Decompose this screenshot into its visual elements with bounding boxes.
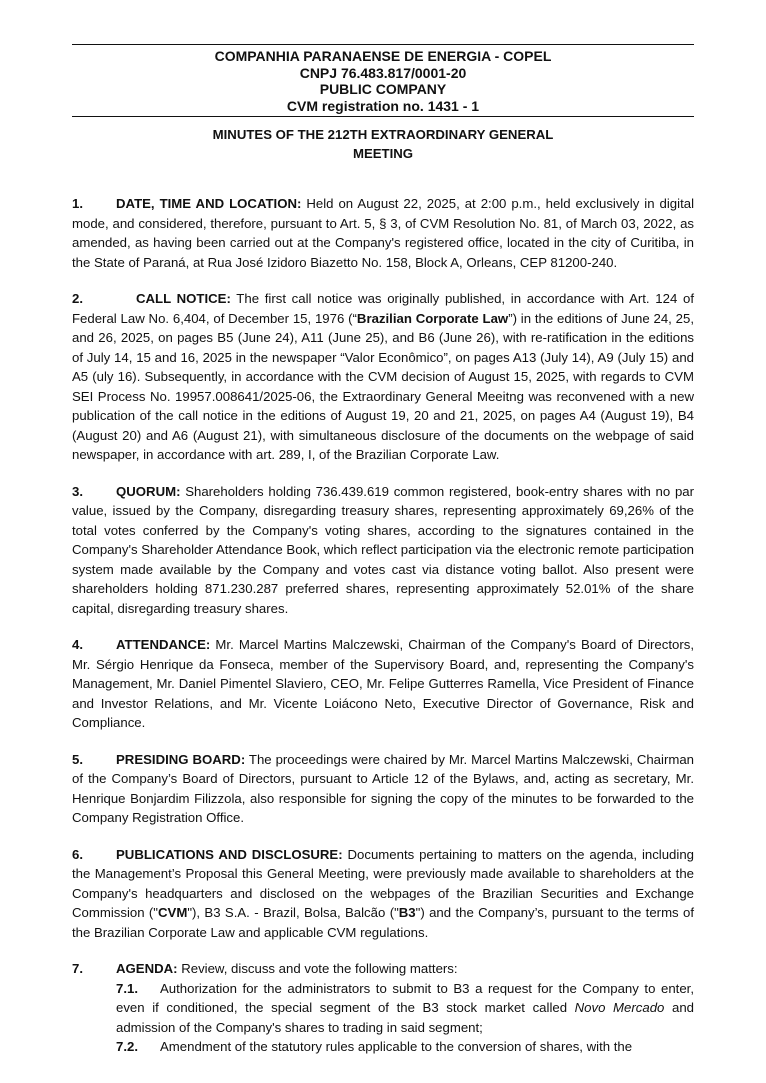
agenda-item-number: 7.1. [116, 980, 138, 996]
section-attendance [72, 635, 694, 733]
company-name: COMPANHIA PARANAENSE DE ENERGIA - COPEL [214, 48, 552, 64]
section-number: 6. [72, 846, 83, 862]
section-heading: QUORUM: [116, 483, 181, 499]
section-text: The first call notice was originally published, in accordance with Art. 124 of Federal Law No. 6,404, of December 15, 1976 (“ [72, 291, 695, 326]
section-number: 5. [72, 751, 83, 767]
section-number: 2. [72, 291, 83, 307]
section-quorum [72, 482, 694, 619]
section-agenda [72, 959, 694, 979]
section-text: "), B3 S.A. - Brazil, Bolsa, Balcão (" [187, 905, 399, 921]
section-call-notice [72, 289, 694, 465]
section-text: ”) in the editions of June 24, 25, and 26, 2025, on pages B5 (June 24), A11 (June 25), and B6 (June 26), with re-ratification in the editions of July 14, 15 and 16, 2025 in the newspaper “Valor Econômico”, on pages A13 (July 14), A9 (July 15) and A5 (uly 16). Subsequently, in accordance with the CVM decision of August 15, 2025, with regards to CVM SEI Process No. 19957.008641/2025-06, the Extraordinary General Meeitng was reconvened with a new publication of the call notice in the editions of August 19, 20 and 21, 2025, on pages A4 (August 19), B4 (August 20) and A6 (August 21), with simultaneous disclosure of the documents on the webpage of said newspaper, in accordance with art. 289, I, of the Brazilian Corporate Law. [72, 310, 694, 463]
company-type: PUBLIC COMPANY [319, 81, 447, 98]
section-number: 1. [72, 196, 83, 212]
section-heading: CALL NOTICE: [136, 291, 231, 307]
section-text: Mr. Marcel Martins Malczewski, Chairman of the Company's Board of Directors, Mr. Sérgio Henrique da Fonseca, member of the Supervisory Board, and, representing the Company's Management, Mr. Daniel Pimentel Slaviero, CEO, Mr. Felipe Gutterres Ramella, Vice President of Finance and Investor Relations, and Mr. Vicente Loiácono Neto, Executive Director of Governance, Risk and Compliance. [72, 637, 694, 731]
header-rule [72, 116, 694, 117]
document-page [72, 44, 694, 1057]
cvm-registration: CVM registration no. 1431 - 1 [286, 97, 480, 114]
section-heading: ATTENDANCE: [116, 637, 211, 653]
section-date-time-location [72, 194, 694, 272]
minutes-title [72, 125, 694, 163]
section-presiding-board [72, 750, 694, 828]
agenda-item-number: 7.2. [116, 1039, 138, 1055]
agenda-item [72, 979, 694, 1038]
section-heading: PRESIDING BOARD: [116, 751, 246, 767]
agenda-item-text: Amendment of the statutory rules applicable to the conversion of shares, with the [160, 1039, 633, 1055]
agenda-item [72, 1037, 694, 1057]
defined-term: Brazilian Corporate Law [356, 310, 509, 326]
section-number: 3. [72, 483, 83, 499]
section-text: Shareholders holding 736.439.619 common registered, book-entry shares with no par value, issued by the Company, disregarding treasury shares, representing approximately 69,26% of the total votes conferred by the Company's voting shares, according to the signatures contained in the Company's Shareholder Attendance Book, which reflect participation via the electronic remote participation system made available by the Company and votes cast via distance voting ballot. Also present were shareholders holding 871.230.287 preferred shares, representing approximately 52.01% of the share capital, disregarding treasury shares. [72, 483, 694, 616]
section-text: Held on August 22, 2025, at 2:00 p.m., held exclusively in digital mode, and considered, therefore, pursuant to Art. 5, § 3, of CVM Resolution No. 81, of March 03, 2022, as amended, as having been carried out at the Company's registered office, located in the city of Curitiba, in the State of Paraná, at Rua José Izidoro Biazetto No. 158, Block A, Orleans, CEP 81200-240. [72, 196, 694, 270]
cnpj-number: CNPJ 76.483.817/0001-20 [299, 64, 467, 81]
agenda-item-text: Authorization for the administrators to submit to B3 a request for the Company to enter, even if conditioned, the special segment of the B3 stock market called [116, 980, 694, 1016]
section-text: Review, discuss and vote the following matters: [177, 961, 458, 977]
section-text: Documents pertaining to matters on the agenda, including the Management’s Proposal this General Meeting, were previously made available to shareholders at the Company's headquarters and disclosed on the webpages of the Brazilian Securities and Exchange Commission (" [72, 846, 694, 921]
minutes-title-line1: MINUTES OF THE 212TH EXTRAORDINARY GENERAL [212, 127, 554, 143]
minutes-title-line2: MEETING [352, 146, 414, 162]
segment-name: Novo Mercado [574, 1000, 665, 1016]
section-text: ") and the Company’s, pursuant to the terms of the Brazilian Corporate Law and applicable CVM regulations. [72, 905, 695, 940]
document-header [72, 45, 694, 116]
section-number: 4. [72, 637, 83, 653]
section-heading: PUBLICATIONS AND DISCLOSURE: [116, 846, 343, 862]
section-text: The proceedings were chaired by Mr. Marcel Martins Malczewski, Chairman of the Company’s Board of Directors, pursuant to Article 12 of the Bylaws, and, acting as secretary, Mr. Henrique Bonjardim Filizzola, also responsible for signing the copy of the minutes to be forwarded to the Company Registration Office. [72, 751, 694, 826]
defined-term: CVM [158, 905, 188, 921]
defined-term: B3 [398, 905, 416, 921]
section-heading: AGENDA: [116, 961, 178, 977]
agenda-item-text: and admission of the Company's shares to trading in said segment; [116, 1000, 694, 1035]
section-heading: DATE, TIME AND LOCATION: [116, 196, 302, 212]
section-publications [72, 845, 694, 943]
section-number: 7. [72, 961, 83, 977]
